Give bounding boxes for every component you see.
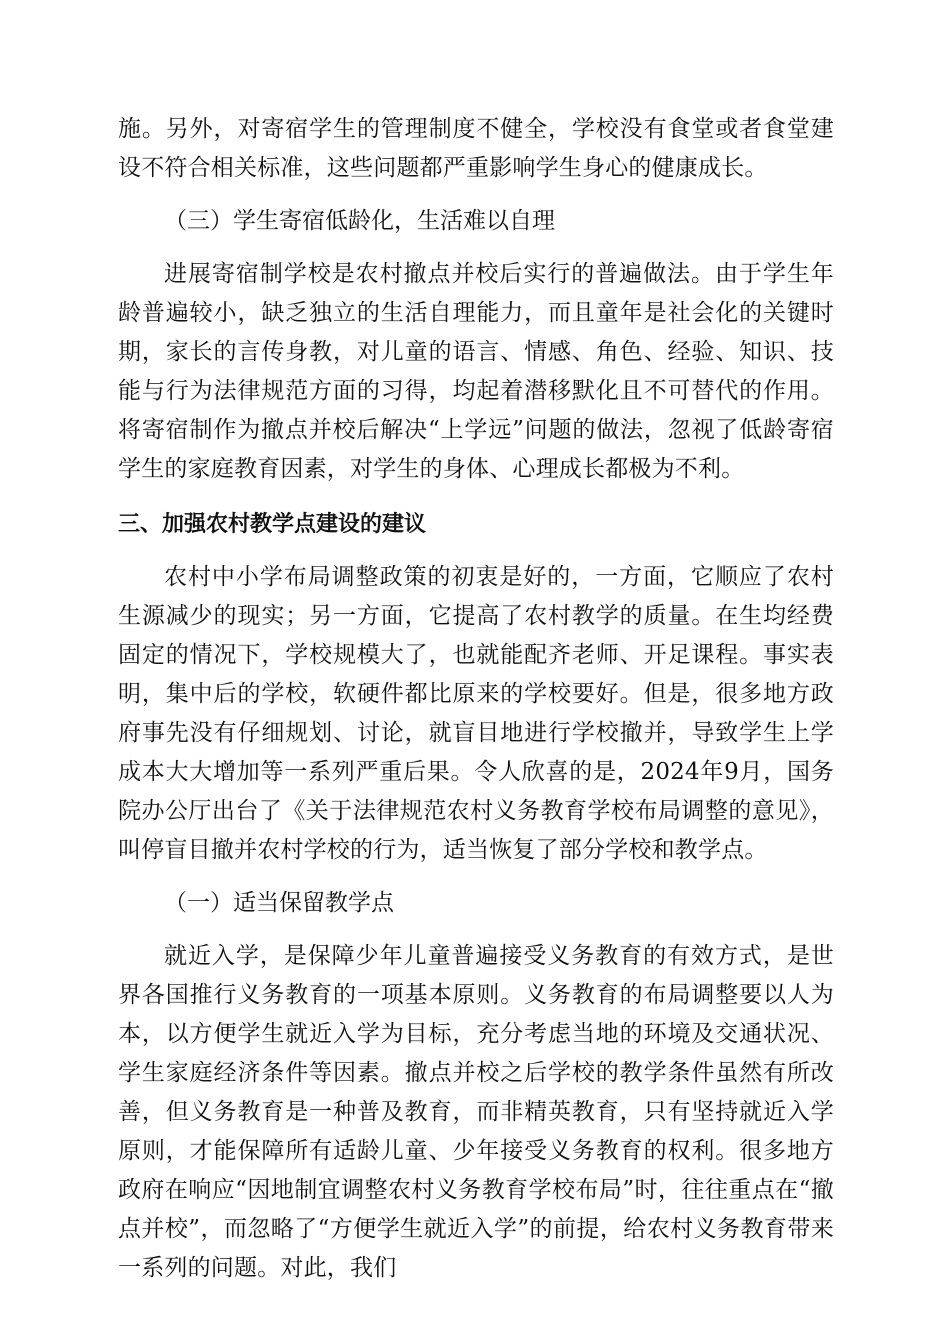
paragraph-nearby-enrollment: 就近入学，是保障少年儿童普遍接受义务教育的有效方式，是世界各国推行义务教育的一项基本原则。义务教育的布局调整要以人为本，以方便学生就近入学为目标，充分考虑当地的环境及交通状况、学生家庭经济条件等因素。撤点并校之后学校的教学条件虽然有所改善，但义务教育是一种普及教育，而非精英教育，只有坚持就近入学原则，才能保障所有适龄儿童、少年接受义务教育的权利。很多地方政府在响应“因地制宜调整农村义务教育学校布局”时，往往重点在“撤点并校”，而忽略了“方便学生就近入学”的前提，给农村义务教育带来一系列的问题。对此，我们 (118, 943, 834, 1281)
paragraph-boarding-schools: 进展寄宿制学校是农村撤点并校后实行的普遍做法。由于学生年龄普遍较小，缺乏独立的生活自理能力，而且童年是社会化的关键时期，家长的言传身教，对儿童的语言、情感、角色、经验、知识、技能与行为法律规范方面的习得，均起着潜移默化且不可替代的作用。将寄宿制作为撤点并校后解决“上学远”问题的做法，忽视了低龄寄宿学生的家庭教育因素，对学生的身体、心理成长都极为不利。 (118, 261, 834, 482)
subheading-boarding-age: （三）学生寄宿低龄化，生活难以自理 (164, 208, 555, 234)
section-heading-suggestions: 三、加强农村教学点建设的建议 (118, 512, 427, 537)
document-page (118, 110, 834, 1288)
paragraph-boarding-management: 施。另外，对寄宿学生的管理制度不健全，学校没有食堂或者食堂建设不符合相关标准，这些问题都严重影响学生身心的健康成长。 (118, 116, 834, 181)
subheading-retain-teaching-points: （一）适当保留教学点 (164, 890, 394, 916)
paragraph-policy-intent: 农村中小学布局调整政策的初衷是好的，一方面，它顺应了农村生源减少的现实；另一方面，它提高了农村教学的质量。在生均经费固定的情况下，学校规模大了，也就能配齐老师、开足课程。事实表明，集中后的学校，软硬件都比原来的学校要好。但是，很多地方政府事先没有仔细规划、讨论，就盲目地进行学校撤并，导致学生上学成本大大增加等一系列严重后果。令人欣喜的是，2024年9月，国务院办公厅出台了《关于法律规范农村义务教育学校布局调整的意见》，叫停盲目撤并农村学校的行为，适当恢复了部分学校和教学点。 (118, 564, 834, 863)
